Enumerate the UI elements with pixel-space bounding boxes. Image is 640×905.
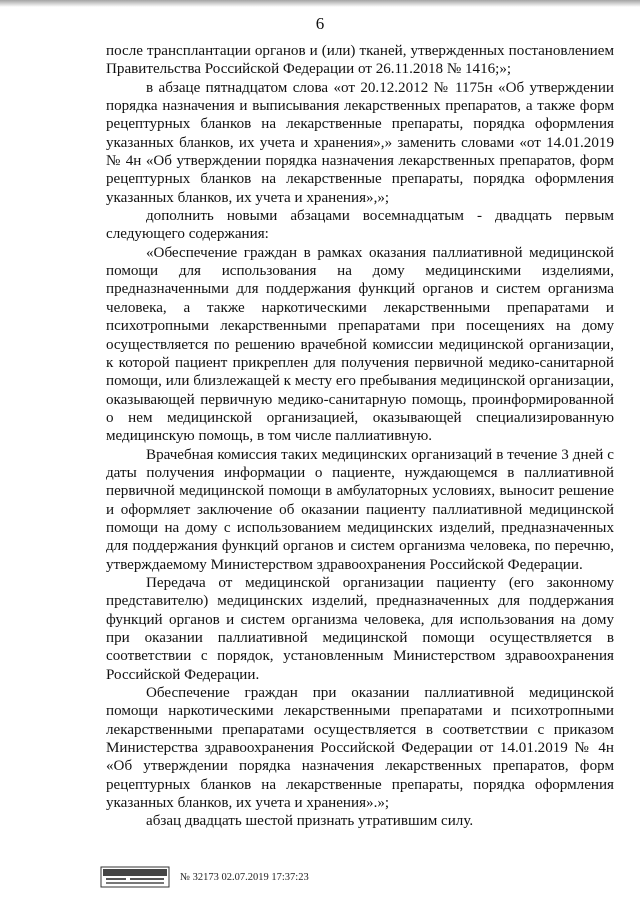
document-footer <box>100 864 309 890</box>
paragraph-2: в абзаце пятнадцатом слова «от 20.12.2012 № 1175н «Об утверждении порядка назначения и выписывания лекарственных препаратов, а также форм рецептурных бланков на лекарственные препараты, порядка оформления указанных бланков, их учета и хранения»,» заменить словами «от 14.01.2019 № 4н «Об утверждении порядка назначения лекарственных препаратов, форм рецептурных бланков на лекарственные препараты, порядка оформления указанных бланков, их учета и хранения»,»; <box>106 79 614 206</box>
registration-number: № 32173 02.07.2019 17:37:23 <box>180 871 309 883</box>
paragraph-6: Передача от медицинской организации пациенту (его законному представителю) медицинских изделий, предназначенных для поддержания функций органов и систем организма человека, для использования на дому при оказании паллиативной медицинской помощи осуществляется в соответствии с порядок, установленным Министерством здравоохранения Российской Федерации. <box>106 574 614 683</box>
registry-stamp-icon <box>100 866 170 888</box>
paragraph-7: Обеспечение граждан при оказании паллиативной медицинской помощи наркотическими лекарственными препаратами и психотропными лекарственными препаратами осуществляется в соответствии с приказом Министерства здравоохранения Российской Федерации от 14.01.2019 № 4н «Об утверждении порядка назначения лекарственных препаратов, форм рецептурных бланков на лекарственные препараты, порядка оформления указанных бланков, их учета и хранения».»; <box>106 685 614 812</box>
paragraph-5: Врачебная комиссия таких медицинских организаций в течение 3 дней с даты получения информации о пациенте, нуждающемся в паллиативной первичной медицинской помощи в амбулаторных условиях, выносит решение и оформляет заключение об оказании пациенту паллиативной медицинской помощи на дому с использованием медицинских изделий, предназначенных для поддержания функций органов и систем организма человека, по перечню, утверждаемому Министерством здравоохранения Российской Федерации. <box>106 446 614 573</box>
scan-top-edge <box>0 0 640 7</box>
paragraph-1: после трансплантации органов и (или) тканей, утвержденных постановлением Правительства Российской Федерации от 26.11.2018 № 1416;»; <box>106 43 614 78</box>
paragraph-4: «Обеспечение граждан в рамках оказания паллиативной медицинской помощи для использования на дому медицинскими изделиями, предназначенными для поддержания функций органов и систем организма человека, а также наркотическими лекарственными препаратами и психотропными лекарственными препаратами при посещениях на дому осуществляется по решению врачебной комиссии медицинской организации, к которой пациент прикреплен для получения первичной медико-санитарной помощи, или близлежащей к месту его пребывания медицинской организации, оказывающей первичную медико-санитарную помощь, проинформированной о нем медицинской организацией, оказывающей специализированную медицинскую помощь, в том числе паллиативную. <box>106 244 614 445</box>
document-body <box>106 42 614 831</box>
paragraph-3: дополнить новыми абзацами восемнадцатым - двадцать первым следующего содержания: <box>106 208 614 243</box>
page-number: 6 <box>315 14 325 33</box>
paragraph-8: абзац двадцать шестой признать утратившим силу. <box>146 813 474 830</box>
